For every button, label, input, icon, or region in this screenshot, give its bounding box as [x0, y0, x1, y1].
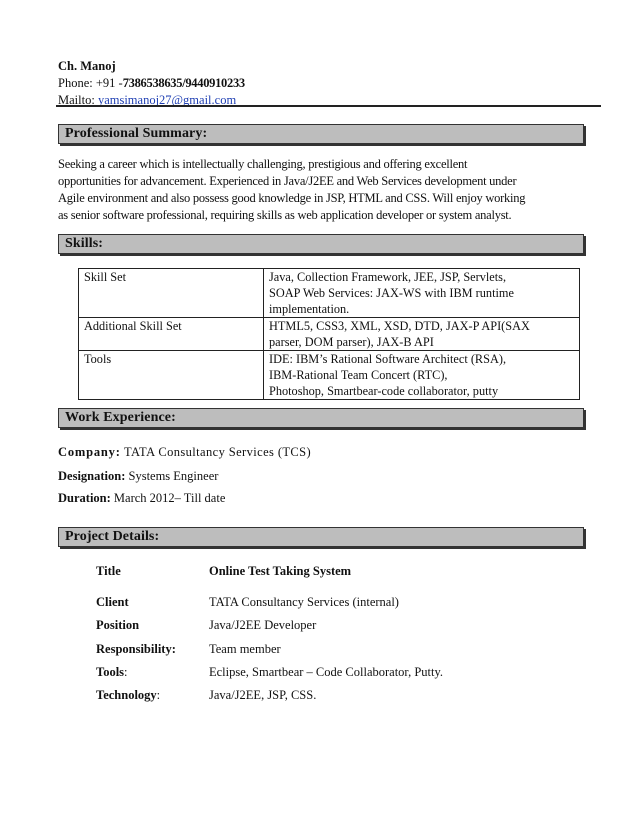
designation-label: Designation:	[58, 469, 126, 483]
section-title: Skills:	[65, 236, 104, 251]
project-tools-value: Eclipse, Smartbear – Code Collaborator, Putty.	[209, 665, 444, 679]
section-header-skills	[58, 234, 584, 254]
designation-value: Systems Engineer	[125, 469, 219, 483]
duration-line	[58, 491, 225, 506]
skill-line: implementation.	[269, 302, 350, 316]
company-label: Company:	[58, 445, 121, 459]
project-tools-label	[96, 665, 128, 680]
phone-line	[58, 75, 245, 92]
project-responsibility-label: Responsibility:	[96, 642, 176, 656]
technology-colon: :	[156, 688, 161, 702]
technology-label-text: Technology	[96, 688, 157, 702]
section-header-summary	[58, 124, 584, 144]
summary-line: Agile environment and also possess good knowledge in JSP, HTML and CSS. Will enjoy working	[58, 191, 526, 205]
contact-block	[58, 58, 245, 109]
header-divider	[56, 105, 601, 107]
project-client-value: TATA Consultancy Services (internal)	[209, 595, 399, 609]
company-line	[58, 445, 311, 460]
skill-line: Java, Collection Framework, JEE, JSP, Servlets,	[269, 270, 507, 284]
summary-paragraph	[58, 156, 603, 224]
skill-line: Photoshop, Smartbear-code collaborator, putty	[269, 384, 499, 398]
section-title: Project Details:	[65, 529, 160, 544]
section-header-project	[58, 527, 584, 547]
designation-line	[58, 469, 218, 484]
mail-label: Mailto:	[58, 93, 98, 107]
section-title: Work Experience:	[65, 410, 176, 425]
skill-key: Tools	[79, 351, 264, 400]
skill-line: parser, DOM parser), JAX-B API	[269, 335, 434, 349]
summary-line: as senior software professional, requiring skills as web application developer or system analyst.	[58, 208, 512, 222]
phone-number: 7386538635/9440910233	[122, 76, 245, 90]
candidate-name: Ch. Manoj	[58, 59, 116, 73]
table-row	[79, 318, 580, 351]
skill-line: SOAP Web Services: JAX-WS with IBM runtime	[269, 286, 514, 300]
project-technology-value: Java/J2EE, JSP, CSS.	[209, 688, 317, 702]
summary-line: opportunities for advancement. Experienced in Java/J2EE and Web Services development under	[58, 174, 517, 188]
skill-value	[264, 269, 580, 318]
section-header-work	[58, 408, 584, 428]
project-position-value: Java/J2EE Developer	[209, 618, 317, 632]
company-value: TATA Consultancy Services (TCS)	[120, 445, 312, 459]
tools-label-text: Tools	[96, 665, 125, 679]
duration-value: March 2012– Till date	[110, 491, 226, 505]
section-title: Professional Summary:	[65, 126, 208, 141]
skill-key: Skill Set	[79, 269, 264, 318]
project-responsibility-value: Team member	[209, 642, 281, 656]
skill-line: IDE: IBM’s Rational Software Architect (RSA),	[269, 352, 507, 366]
phone-label: Phone: +91 -	[58, 76, 123, 90]
project-title-value: Online Test Taking System	[209, 564, 352, 578]
skills-table	[78, 268, 580, 400]
project-client-label: Client	[96, 595, 129, 609]
tools-colon: :	[124, 665, 128, 679]
skill-line: HTML5, CSS3, XML, XSD, DTD, JAX-P API(SAX	[269, 319, 530, 333]
email-link[interactable]: yamsimanoj27@gmail.com	[97, 93, 237, 107]
skill-line: IBM-Rational Team Concert (RTC),	[269, 368, 448, 382]
project-technology-label	[96, 688, 160, 703]
duration-label: Duration:	[58, 491, 111, 505]
skill-value	[264, 351, 580, 400]
skill-key: Additional Skill Set	[79, 318, 264, 351]
summary-line: Seeking a career which is intellectually challenging, prestigious and offering excellent	[58, 157, 468, 171]
table-row	[79, 351, 580, 400]
project-title-label: Title	[96, 564, 121, 578]
skill-value	[264, 318, 580, 351]
project-position-label: Position	[96, 618, 140, 632]
table-row	[79, 269, 580, 318]
